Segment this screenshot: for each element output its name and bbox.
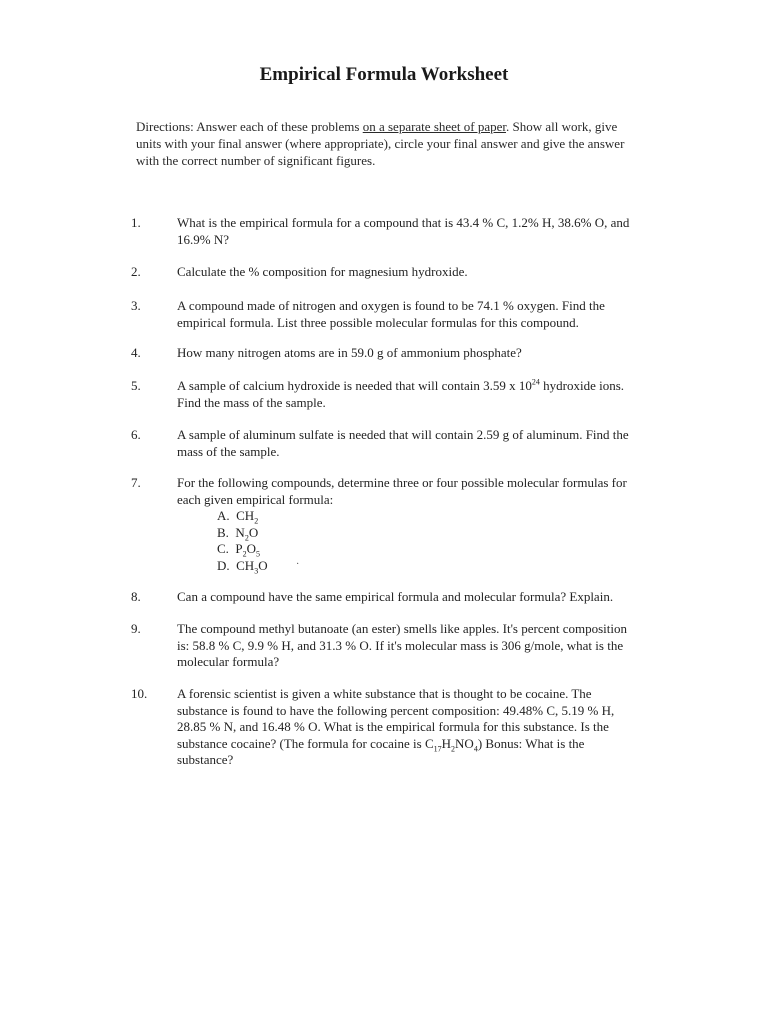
subscript: 2	[254, 516, 259, 526]
formula-part: CH	[236, 557, 255, 573]
question-number: 5.	[131, 378, 141, 393]
question-text: The compound methyl butanoate (an ester) smells like apples. It's percent composition is: 58.8 % C, 9.9 % H, and 31.3 % O. If it's molecular mass is 306 g/mole, what is the molecular formula?	[177, 621, 627, 669]
question-text-block	[177, 475, 639, 574]
subscript: 3	[254, 566, 259, 576]
question-text-part: ) Bonus: What is the substance?	[177, 735, 585, 767]
item-label: A.	[217, 508, 230, 523]
formula-part: NO	[455, 735, 474, 751]
formula-part: P	[235, 541, 243, 556]
formula-part: O	[248, 524, 259, 540]
question-number: 9.	[131, 621, 141, 636]
question-number: 3.	[131, 298, 141, 313]
formula-item	[177, 525, 639, 542]
exponent: 24	[531, 377, 540, 387]
subscript: 5	[256, 549, 261, 559]
question-text	[177, 686, 639, 769]
question-text: For the following compounds, determine three or four possible molecular formulas for each given empirical formula:	[177, 475, 627, 507]
subscript: 2	[451, 744, 456, 754]
item-label: D.	[217, 557, 230, 573]
formula-part: O	[258, 557, 268, 573]
question-text: What is the empirical formula for a compound that is 43.4 % C, 1.2% H, 38.6% O, and 16.9% N?	[177, 215, 630, 247]
formula-item	[177, 508, 639, 525]
formula-part: H	[441, 735, 452, 751]
subscript: 17	[433, 744, 442, 754]
formula-part: N	[235, 524, 245, 540]
formula-item	[177, 541, 639, 558]
item-label: B.	[217, 524, 229, 540]
directions-underlined: on a separate sheet of paper	[362, 119, 507, 134]
question-text: A compound made of nitrogen and oxygen is found to be 74.1 % oxygen. Find the empirical formula. List three possible molecular formulas for this compound.	[177, 298, 605, 330]
question-number: 1.	[131, 215, 141, 230]
formula-list	[177, 508, 639, 574]
question-number: 2.	[131, 264, 141, 279]
directions	[136, 118, 636, 169]
question-text: A sample of aluminum sulfate is needed that will contain 2.59 g of aluminum. Find the mass of the sample.	[177, 427, 629, 459]
question-text-part: A sample of calcium hydroxide is needed that will contain 3.59 x 10	[177, 378, 532, 393]
subscript: 4	[473, 744, 478, 754]
question-number: 6.	[131, 427, 141, 442]
formula-part: CH	[236, 508, 255, 523]
subscript: 2	[242, 549, 247, 559]
question-text-part: hydroxide ions. Find the mass of the sample.	[177, 378, 625, 410]
question-text-part: A forensic scientist is given a white substance that is thought to be cocaine. The substance is found to have the following percent composition: 49.48% C, 5.19 % H, 28.85 % N, and 16.48 % O. What is the empirical formula for this substance. Is the substance cocaine? (The formula for cocaine is C	[177, 686, 615, 751]
question-number: 8.	[131, 589, 141, 604]
question-text: Calculate the % composition for magnesium hydroxide.	[177, 264, 468, 279]
item-label: C.	[217, 541, 229, 556]
question-number: 10.	[131, 686, 148, 701]
scan-speck: ·	[296, 559, 300, 570]
question-number: 4.	[131, 345, 141, 360]
question-text	[177, 378, 639, 411]
formula-part: O	[246, 541, 257, 556]
question-text: How many nitrogen atoms are in 59.0 g of ammonium phosphate?	[177, 345, 522, 360]
directions-rest: . Show all work, give units with your final answer (where appropriate), circle your final answer and give the answer with the correct number of significant figures.	[136, 119, 625, 168]
page-title: Empirical Formula Worksheet	[259, 64, 509, 85]
directions-lead: Directions: Answer each of these problems	[136, 119, 363, 134]
subscript: 2	[244, 533, 249, 543]
question-number: 7.	[131, 475, 141, 490]
question-text: Can a compound have the same empirical formula and molecular formula? Explain.	[177, 589, 614, 604]
formula-item	[177, 558, 639, 575]
